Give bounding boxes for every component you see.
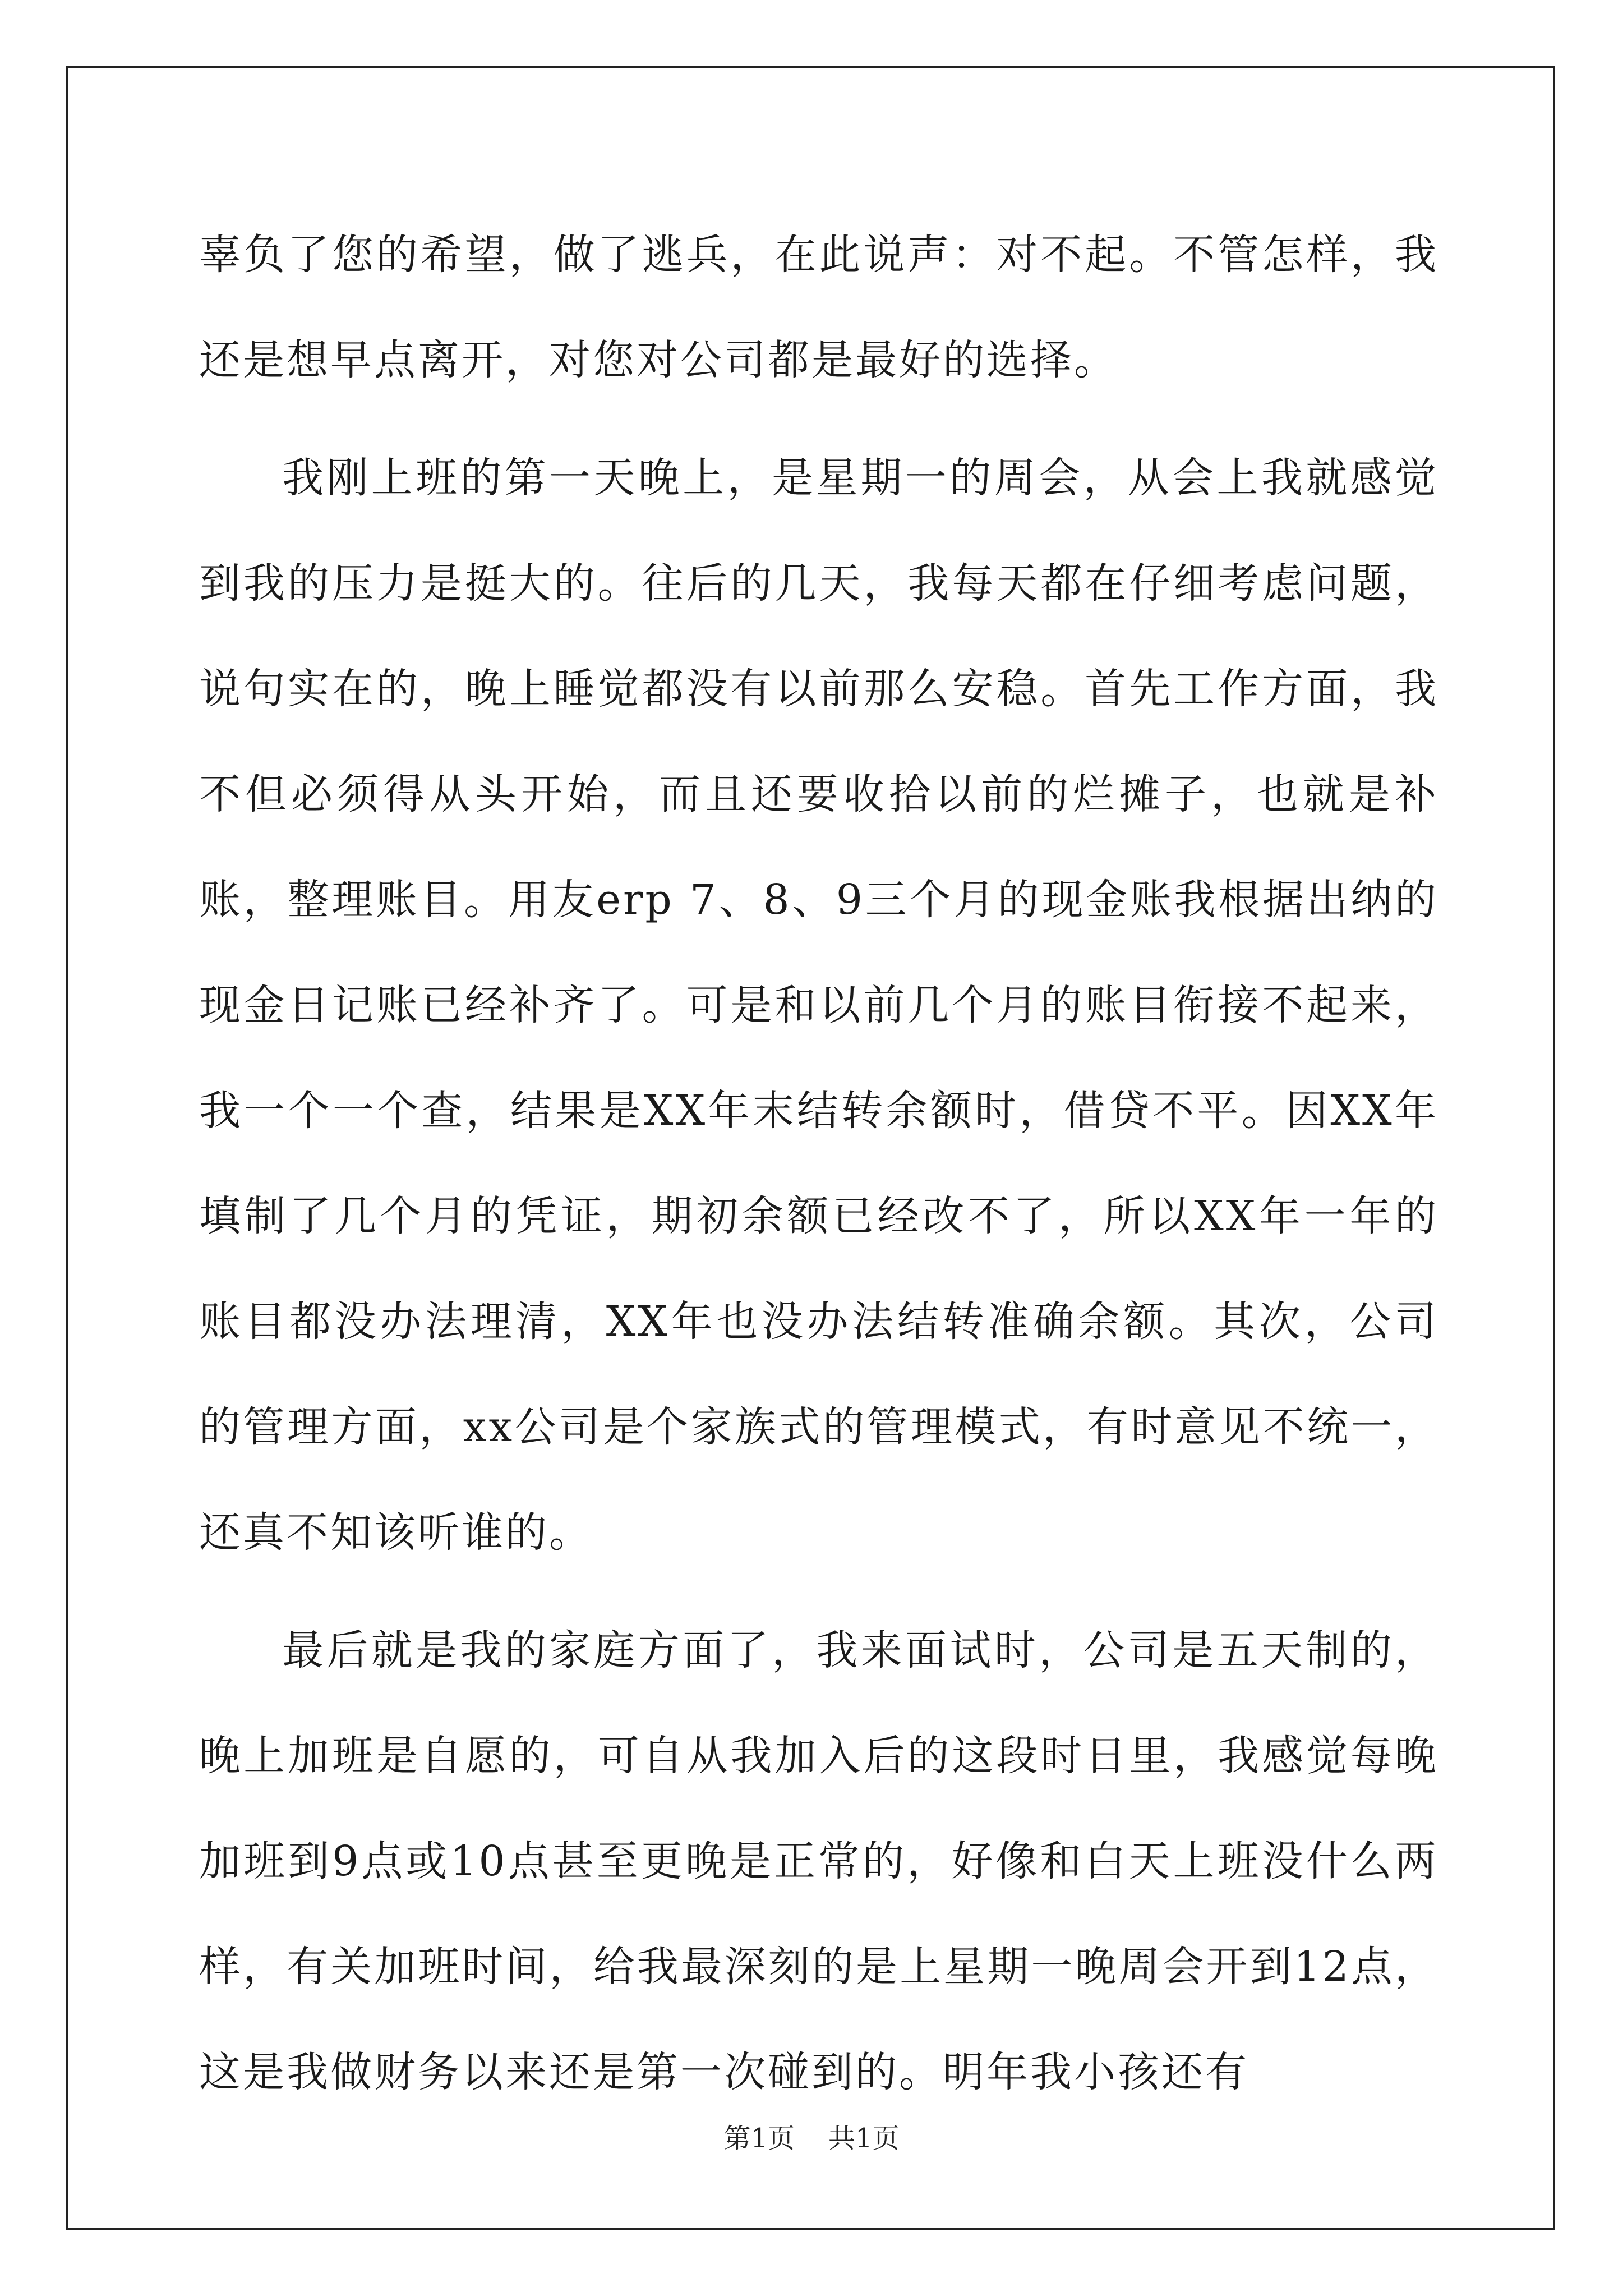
paragraph-3: 最后就是我的家庭方面了，我来面试时，公司是五天制的，晚上加班是自愿的，可自从我加入后的这段时日里，我感觉每晚加班到9点或10点甚至更晚是正常的，好像和白天上班没什么两样，有关加班时间，给我最深刻的是上星期一晚周会开到12点，这是我做财务以来还是第一次碰到的。明年我小孩还有 <box>199 1626 1438 2096</box>
page-footer <box>0 2122 1623 2155</box>
paragraph-2: 我刚上班的第一天晚上，是星期一的周会，从会上我就感觉到我的压力是挺大的。往后的几天，我每天都在仔细考虑问题，说句实在的，晚上睡觉都没有以前那么安稳。首先工作方面，我不但必须得从头开始，而且还要收拾以前的烂摊子，也就是补账，整理账目。用友erp 7、8、9三个月的现金账我根据出纳的现金日记账已经补齐了。可是和以前几个月的账目衔接不起来，我一个一个查，结果是XX年末结转余额时，借贷不平。因XX年填制了几个月的凭证，期初余额已经改不了，所以XX年一年的账目都没办法理清，XX年也没办法结转准确余额。其次，公司的管理方面，xx公司是个家族式的管理模式，有时意见不统一，还真不知该听谁的。 <box>199 454 1438 1557</box>
paragraph-1: 辜负了您的希望，做了逃兵，在此说声：对不起。不管怎样，我还是想早点离开，对您对公司都是最好的选择。 <box>199 231 1438 384</box>
page-number: 第1页 <box>723 2123 795 2154</box>
page-total: 共1页 <box>828 2123 900 2154</box>
document-body <box>199 202 1438 2125</box>
